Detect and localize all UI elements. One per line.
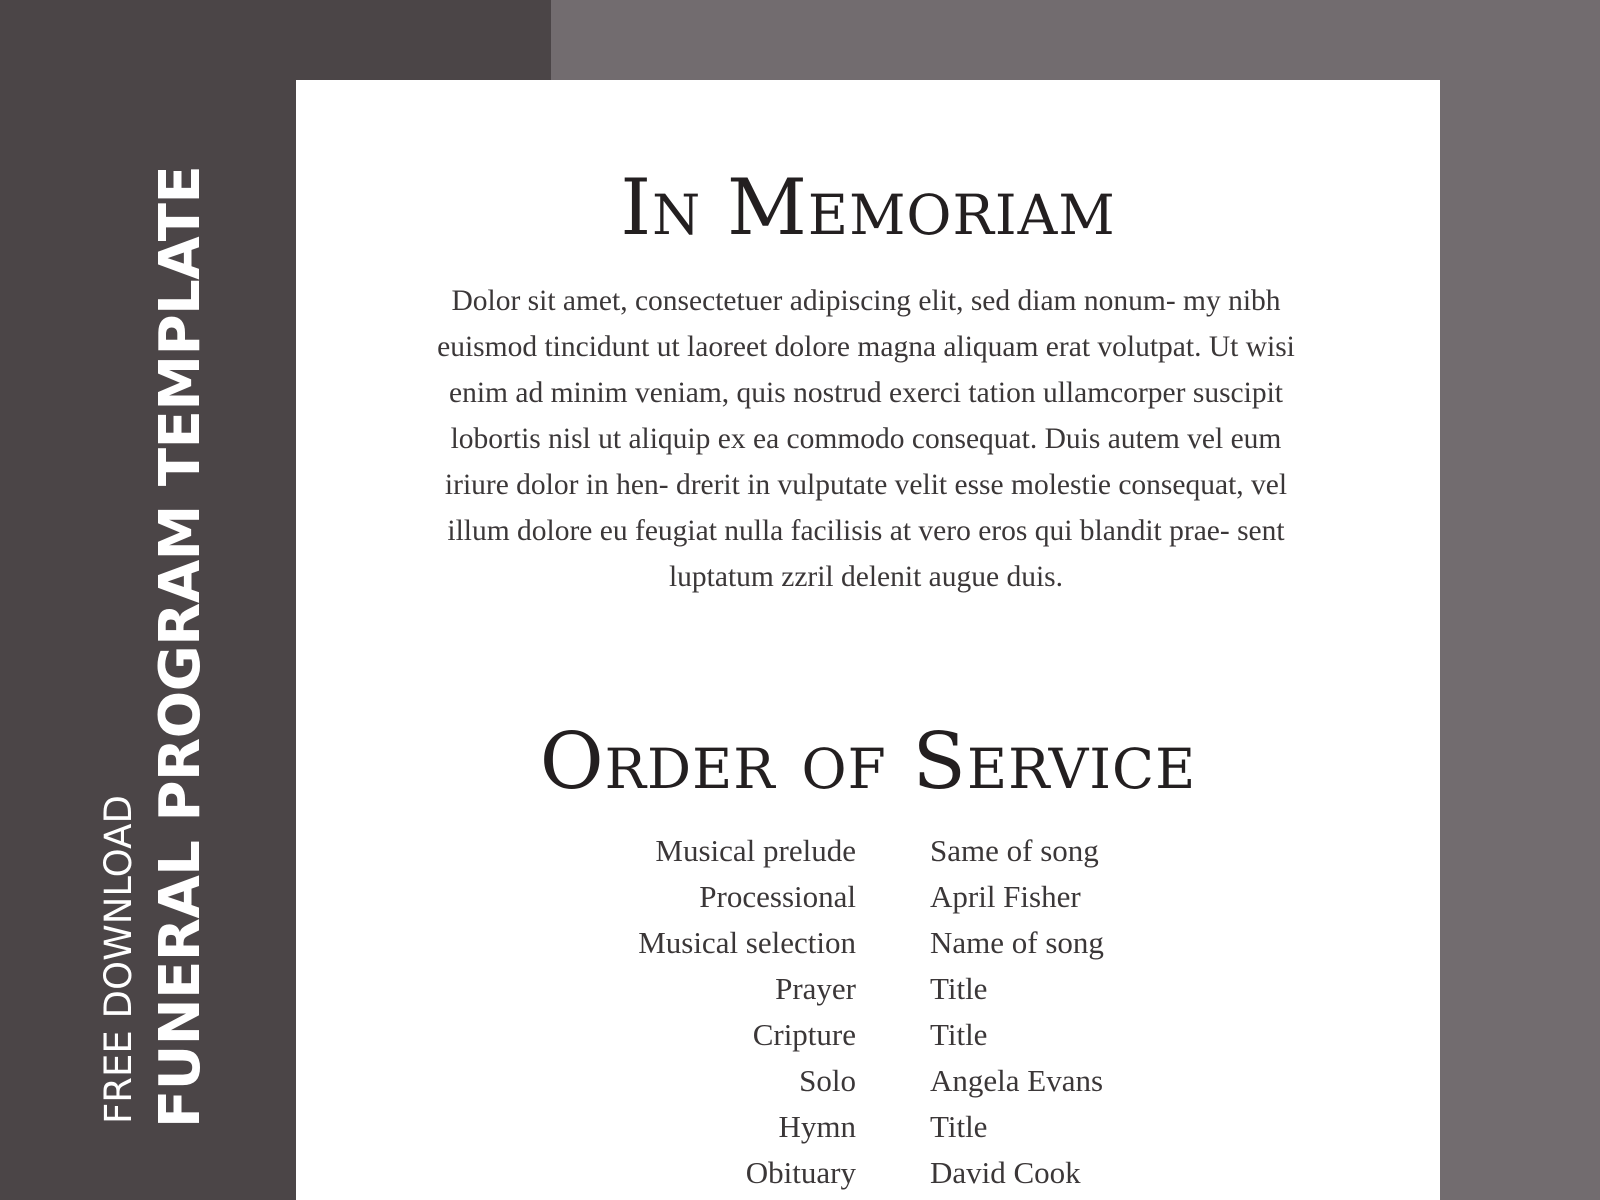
service-item-detail: Title	[930, 1109, 988, 1144]
service-row	[296, 1058, 1440, 1104]
service-item-detail: Angela Evans	[930, 1063, 1104, 1098]
memoriam-paragraph: Dolor sit amet, consectetuer adipiscing elit, sed diam nonum- my nibh euismod tincidunt ut laoreet dolore magna aliquam erat volutpat. Ut wisi enim ad minim veniam, quis nostrud exerci tation ullamcorper suscipit lobortis nisl ut aliquip ex ea commodo consequat. Duis autem vel eum iriure dolor in hen- drerit in vulputate velit esse molestie consequat, vel illum dolore eu feugiat nulla facilisis at vero eros qui blandit prae- sent luptatum zzril delenit augue duis.	[437, 285, 1295, 593]
service-item-label: Processional	[699, 879, 856, 914]
service-row	[296, 1012, 1440, 1058]
service-item-label: Prayer	[775, 971, 856, 1006]
service-item-label: Hymn	[778, 1109, 856, 1144]
service-item-label: Cripture	[752, 1017, 856, 1052]
service-item-label: Solo	[799, 1063, 856, 1098]
program-page	[296, 80, 1440, 1200]
service-row	[296, 920, 1440, 966]
service-row	[296, 1150, 1440, 1196]
service-heading: Order of Service	[539, 717, 1197, 807]
service-item-label: Musical prelude	[655, 833, 856, 868]
service-row	[296, 1104, 1440, 1150]
service-row	[296, 874, 1440, 920]
service-item-detail: Title	[930, 971, 988, 1006]
service-row	[296, 828, 1440, 874]
sidebar-title: FUNERAL PROGRAM TEMPLATE	[148, 165, 213, 1128]
service-item-detail: Name of song	[930, 925, 1104, 960]
service-item-detail: Title	[930, 1017, 988, 1052]
service-item-detail: April Fisher	[930, 879, 1081, 914]
service-row	[296, 966, 1440, 1012]
rotated-title-group	[96, 88, 216, 1128]
service-item-label: Musical selection	[638, 925, 856, 960]
service-item-detail: David Cook	[930, 1155, 1081, 1190]
sidebar-subtitle: FREE DOWNLOAD	[97, 795, 140, 1124]
service-item-label: Obituary	[745, 1155, 856, 1190]
sidebar-title-block	[0, 0, 296, 1200]
service-item-detail: Same of song	[930, 833, 1099, 868]
order-of-service-list	[296, 828, 1440, 1196]
memoriam-heading: In Memoriam	[620, 163, 1116, 253]
